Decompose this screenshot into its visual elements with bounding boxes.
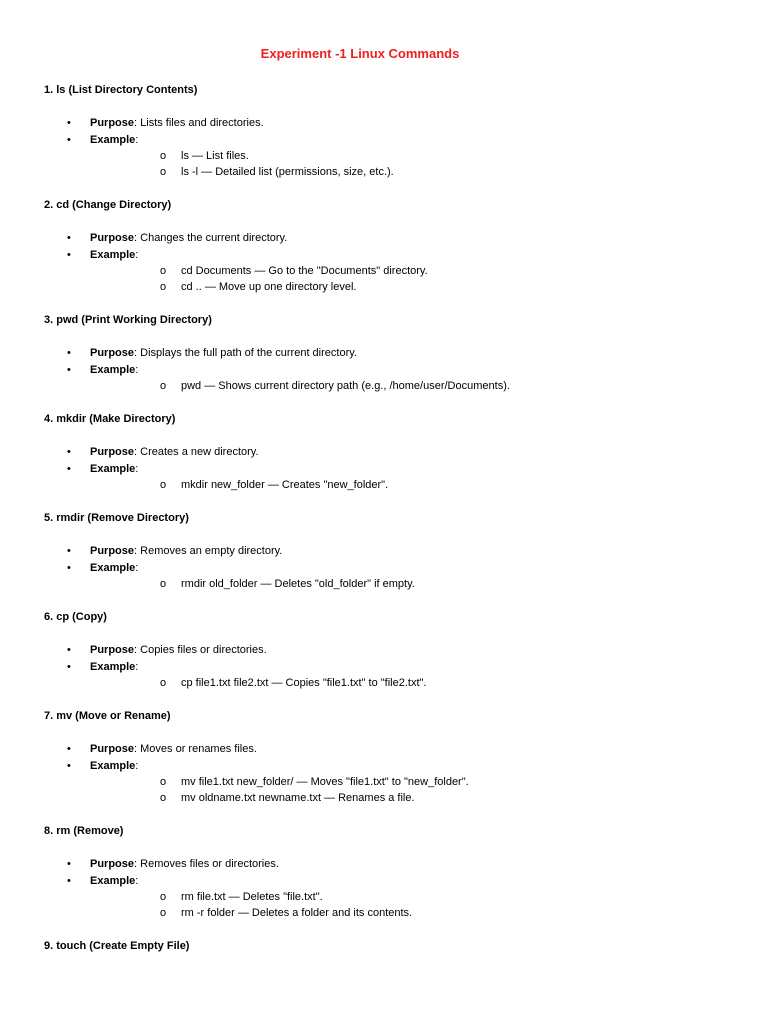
bullet-icon: • bbox=[67, 874, 71, 887]
section-heading: 9. touch (Create Empty File) bbox=[44, 940, 190, 952]
section-spacer bbox=[44, 592, 724, 609]
bullet-list bbox=[44, 115, 724, 180]
example-list bbox=[90, 148, 724, 180]
section-spacer bbox=[44, 691, 724, 708]
bullet-icon: • bbox=[67, 545, 71, 557]
example-item bbox=[44, 247, 724, 296]
section-heading: 1. ls (List Directory Contents) bbox=[44, 84, 198, 96]
section-heading: 3. pwd (Print Working Directory) bbox=[44, 314, 212, 326]
bullet-list bbox=[44, 856, 724, 921]
example-suffix: : bbox=[135, 248, 139, 261]
purpose-text: : Removes an empty directory. bbox=[134, 545, 283, 557]
purpose-item bbox=[44, 642, 724, 659]
section-spacer bbox=[44, 806, 724, 823]
bullet-icon: • bbox=[67, 133, 71, 146]
example-item bbox=[44, 873, 724, 922]
circle-bullet-icon: o bbox=[160, 150, 167, 162]
bullet-list bbox=[44, 345, 724, 394]
purpose-text: : Changes the current directory. bbox=[134, 232, 288, 244]
bullet-icon: • bbox=[67, 759, 71, 772]
example-text: mv oldname.txt newname.txt — Renames a file. bbox=[181, 792, 415, 804]
example-label: Example bbox=[90, 462, 136, 475]
purpose-text: : Displays the full path of the current directory. bbox=[134, 347, 357, 359]
example-suffix: : bbox=[135, 462, 139, 475]
circle-bullet-icon: o bbox=[160, 265, 167, 277]
example-list bbox=[90, 477, 724, 493]
bullet-icon: • bbox=[67, 858, 71, 870]
purpose-item bbox=[44, 444, 724, 461]
section-heading: 4. mkdir (Make Directory) bbox=[44, 413, 176, 425]
bullet-list bbox=[44, 444, 724, 493]
purpose-text: : Removes files or directories. bbox=[134, 858, 279, 870]
circle-bullet-icon: o bbox=[160, 792, 167, 804]
purpose-text: : Lists files and directories. bbox=[134, 117, 264, 129]
example-entry bbox=[90, 263, 724, 279]
purpose-label: Purpose bbox=[90, 446, 135, 458]
purpose-item bbox=[44, 345, 724, 362]
section-spacer bbox=[44, 394, 724, 411]
section-heading: 8. rm (Remove) bbox=[44, 825, 124, 837]
example-label: Example bbox=[90, 561, 136, 574]
example-text: mv file1.txt new_folder/ — Moves "file1.txt" to "new_folder". bbox=[181, 776, 469, 788]
purpose-item bbox=[44, 856, 724, 873]
bullet-icon: • bbox=[67, 347, 71, 359]
purpose-label: Purpose bbox=[90, 858, 135, 870]
example-list bbox=[90, 889, 724, 921]
example-entry bbox=[90, 889, 724, 905]
example-entry bbox=[90, 148, 724, 164]
example-text: rmdir old_folder — Deletes "old_folder" if empty. bbox=[181, 578, 415, 590]
purpose-label: Purpose bbox=[90, 347, 135, 359]
purpose-item bbox=[44, 543, 724, 560]
command-section bbox=[44, 82, 724, 197]
circle-bullet-icon: o bbox=[160, 281, 167, 293]
command-sections bbox=[44, 82, 724, 971]
circle-bullet-icon: o bbox=[160, 677, 167, 689]
bullet-list bbox=[44, 741, 724, 806]
command-section bbox=[44, 197, 724, 312]
command-section bbox=[44, 510, 724, 609]
example-label: Example bbox=[90, 874, 136, 887]
purpose-label: Purpose bbox=[90, 232, 135, 244]
purpose-text: : Copies files or directories. bbox=[134, 644, 267, 656]
example-text: cp file1.txt file2.txt — Copies "file1.txt" to "file2.txt". bbox=[181, 677, 427, 689]
example-suffix: : bbox=[135, 660, 139, 673]
document-title: Experiment -1 Linux Commands bbox=[260, 46, 460, 61]
circle-bullet-icon: o bbox=[160, 891, 167, 903]
command-section bbox=[44, 708, 724, 823]
example-list bbox=[90, 263, 724, 295]
bullet-icon: • bbox=[67, 232, 71, 244]
example-entry bbox=[90, 905, 724, 921]
example-text: rm file.txt — Deletes "file.txt". bbox=[181, 891, 323, 903]
example-text: ls -l — Detailed list (permissions, size, etc.). bbox=[181, 166, 394, 178]
bullet-icon: • bbox=[67, 462, 71, 475]
example-text: cd Documents — Go to the "Documents" directory. bbox=[181, 265, 428, 277]
example-item bbox=[44, 758, 724, 807]
bullet-icon: • bbox=[67, 446, 71, 458]
section-heading: 5. rmdir (Remove Directory) bbox=[44, 512, 189, 524]
bullet-list bbox=[44, 230, 724, 295]
example-item bbox=[44, 461, 724, 494]
example-text: mkdir new_folder — Creates "new_folder". bbox=[181, 479, 389, 491]
example-text: cd .. — Move up one directory level. bbox=[181, 281, 357, 293]
example-label: Example bbox=[90, 660, 136, 673]
bullet-icon: • bbox=[67, 117, 71, 129]
circle-bullet-icon: o bbox=[160, 776, 167, 788]
example-list bbox=[90, 576, 724, 592]
example-entry bbox=[90, 279, 724, 295]
section-spacer bbox=[44, 921, 724, 938]
command-section bbox=[44, 938, 724, 954]
purpose-item bbox=[44, 741, 724, 758]
example-item bbox=[44, 132, 724, 181]
example-list bbox=[90, 774, 724, 806]
example-suffix: : bbox=[135, 363, 139, 376]
bullet-icon: • bbox=[67, 561, 71, 574]
example-text: pwd — Shows current directory path (e.g., /home/user/Documents). bbox=[181, 380, 510, 392]
purpose-text: : Creates a new directory. bbox=[134, 446, 259, 458]
circle-bullet-icon: o bbox=[160, 907, 167, 919]
example-label: Example bbox=[90, 248, 136, 261]
purpose-label: Purpose bbox=[90, 644, 135, 656]
purpose-label: Purpose bbox=[90, 743, 135, 755]
example-entry bbox=[90, 675, 724, 691]
example-suffix: : bbox=[135, 759, 139, 772]
section-heading: 6. cp (Copy) bbox=[44, 611, 107, 623]
purpose-label: Purpose bbox=[90, 545, 135, 557]
circle-bullet-icon: o bbox=[160, 380, 167, 392]
example-label: Example bbox=[90, 133, 136, 146]
bullet-icon: • bbox=[67, 248, 71, 261]
command-section bbox=[44, 312, 724, 411]
command-section bbox=[44, 411, 724, 510]
command-section bbox=[44, 823, 724, 938]
example-list bbox=[90, 378, 724, 394]
example-suffix: : bbox=[135, 133, 139, 146]
purpose-text: : Moves or renames files. bbox=[134, 743, 257, 755]
example-entry bbox=[90, 576, 724, 592]
bullet-icon: • bbox=[67, 743, 71, 755]
section-spacer bbox=[44, 493, 724, 510]
bullet-icon: • bbox=[67, 644, 71, 656]
section-heading: 7. mv (Move or Rename) bbox=[44, 710, 171, 722]
section-heading: 2. cd (Change Directory) bbox=[44, 199, 172, 211]
purpose-label: Purpose bbox=[90, 117, 135, 129]
example-entry bbox=[90, 774, 724, 790]
example-label: Example bbox=[90, 759, 136, 772]
example-suffix: : bbox=[135, 561, 139, 574]
command-section bbox=[44, 609, 724, 708]
section-spacer bbox=[44, 180, 724, 197]
example-list bbox=[90, 675, 724, 691]
circle-bullet-icon: o bbox=[160, 166, 167, 178]
example-entry bbox=[90, 164, 724, 180]
example-entry bbox=[90, 790, 724, 806]
example-entry bbox=[90, 378, 724, 394]
section-spacer bbox=[44, 295, 724, 312]
example-label: Example bbox=[90, 363, 136, 376]
purpose-item bbox=[44, 230, 724, 247]
example-text: ls — List files. bbox=[181, 150, 249, 162]
example-suffix: : bbox=[135, 874, 139, 887]
bullet-list bbox=[44, 642, 724, 691]
bullet-icon: • bbox=[67, 660, 71, 673]
circle-bullet-icon: o bbox=[160, 578, 167, 590]
example-item bbox=[44, 560, 724, 593]
example-item bbox=[44, 659, 724, 692]
example-item bbox=[44, 362, 724, 395]
circle-bullet-icon: o bbox=[160, 479, 167, 491]
bullet-list bbox=[44, 543, 724, 592]
bullet-icon: • bbox=[67, 363, 71, 376]
example-text: rm -r folder — Deletes a folder and its contents. bbox=[181, 907, 413, 919]
example-entry bbox=[90, 477, 724, 493]
purpose-item bbox=[44, 115, 724, 132]
